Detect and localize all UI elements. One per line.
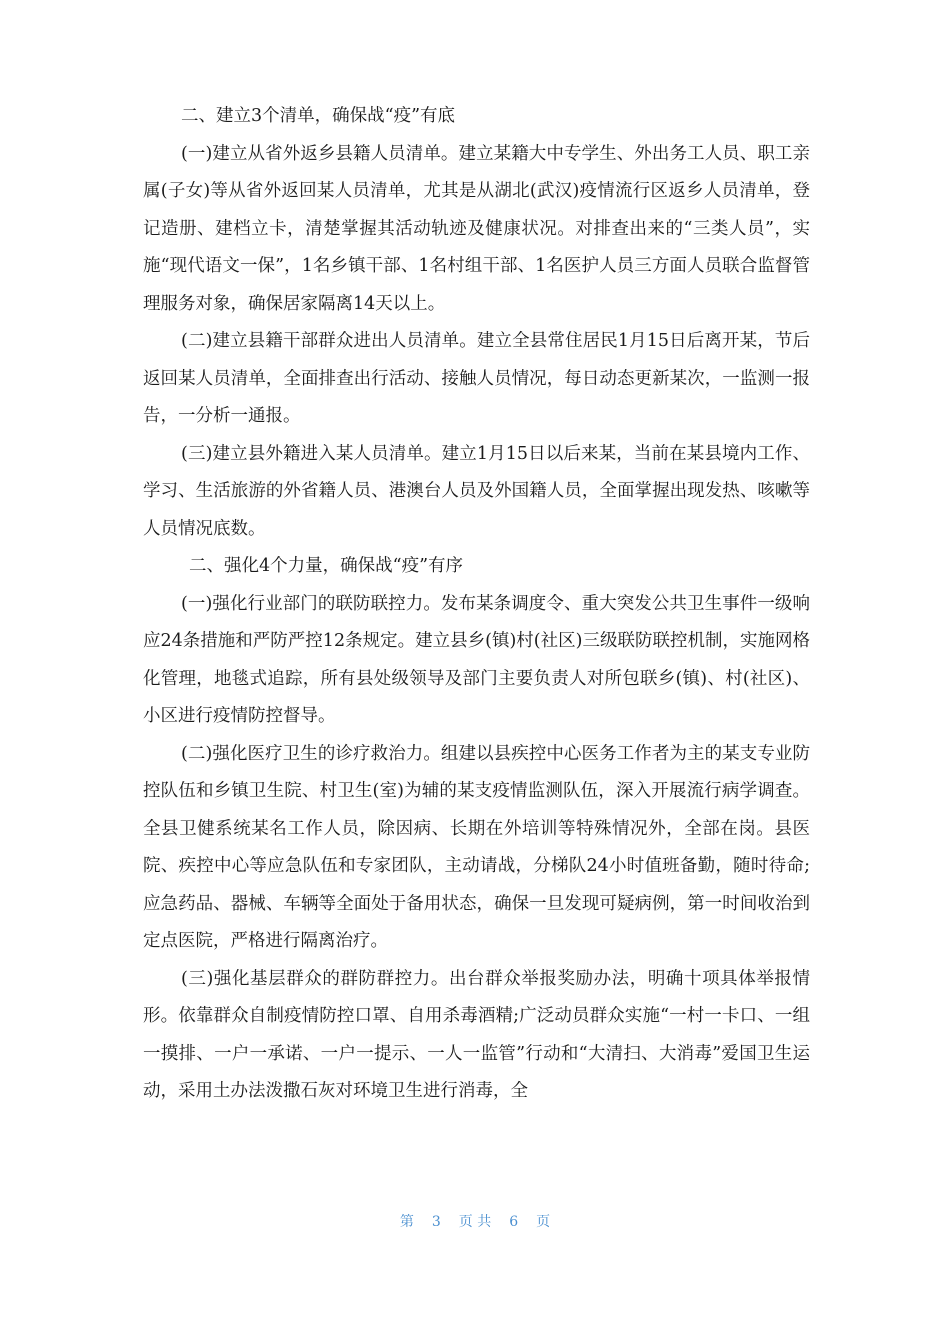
footer-suffix: 页	[536, 1214, 551, 1230]
document-body	[143, 98, 810, 1111]
footer-middle: 页 共	[458, 1214, 492, 1230]
section-heading-1: 二、建立3个清单，确保战“疫”有底	[181, 106, 456, 126]
section-heading-2: 二、强化4个力量，确保战“疫”有序	[189, 556, 464, 576]
footer-current-page: 3	[431, 1214, 441, 1230]
paragraph-4: (一)强化行业部门的联防联控力。发布某条调度令、重大突发公共卫生事件一级响应24条措施和严防严控12条规定。建立县乡(镇)村(社区)三级联防联控机制，实施网格化管理，地毯式追踪，所有县处级领导及部门主要负责人对所包联乡(镇)、村(社区)、小区进行疫情防控督导。	[143, 593, 810, 726]
paragraph-3: (三)建立县外籍进入某人员清单。建立1月15日以后来某，当前在某县境内工作、学习、生活旅游的外省籍人员、港澳台人员及外国籍人员，全面掌握出现发热、咳嗽等人员情况底数。	[143, 443, 810, 539]
footer-total-pages: 6	[509, 1214, 519, 1230]
paragraph-1: (一)建立从省外返乡县籍人员清单。建立某籍大中专学生、外出务工人员、职工亲属(子女)等从省外返回某人员清单，尤其是从湖北(武汉)疫情流行区返乡人员清单，登记造册、建档立卡，清楚掌握其活动轨迹及健康状况。对排查出来的“三类人员”，实施“现代语文一保”，1名乡镇干部、1名村组干部、1名医护人员三方面人员联合监督管理服务对象，确保居家隔离14天以上。	[143, 143, 810, 314]
paragraph-5: (二)强化医疗卫生的诊疗救治力。组建以县疾控中心医务工作者为主的某支专业防控队伍和乡镇卫生院、村卫生(室)为辅的某支疫情监测队伍，深入开展流行病学调查。全县卫健系统某名工作人员，除因病、长期在外培训等特殊情况外，全部在岗。县医院、疾控中心等应急队伍和专家团队，主动请战，分梯队24小时值班备勤，随时待命;应急药品、器械、车辆等全面处于备用状态，确保一旦发现可疑病例，第一时间收治到定点医院，严格进行隔离治疗。	[143, 743, 810, 951]
footer-prefix: 第	[399, 1214, 414, 1230]
paragraph-2: (二)建立县籍干部群众进出人员清单。建立全县常住居民1月15日后离开某，节后返回某人员清单，全面排查出行活动、接触人员情况，每日动态更新某次，一监测一报告，一分析一通报。	[143, 331, 810, 426]
paragraph-6: (三)强化基层群众的群防群控力。出台群众举报奖励办法，明确十项具体举报情形。依靠群众自制疫情防控口罩、自用杀毒酒精;广泛动员群众实施“一村一卡口、一组一摸排、一户一承诺、一户一提示、一人一监管”行动和“大清扫、大消毒”爱国卫生运动，采用土办法泼撒石灰对环境卫生进行消毒，全	[143, 968, 810, 1101]
page-footer	[0, 1211, 950, 1231]
